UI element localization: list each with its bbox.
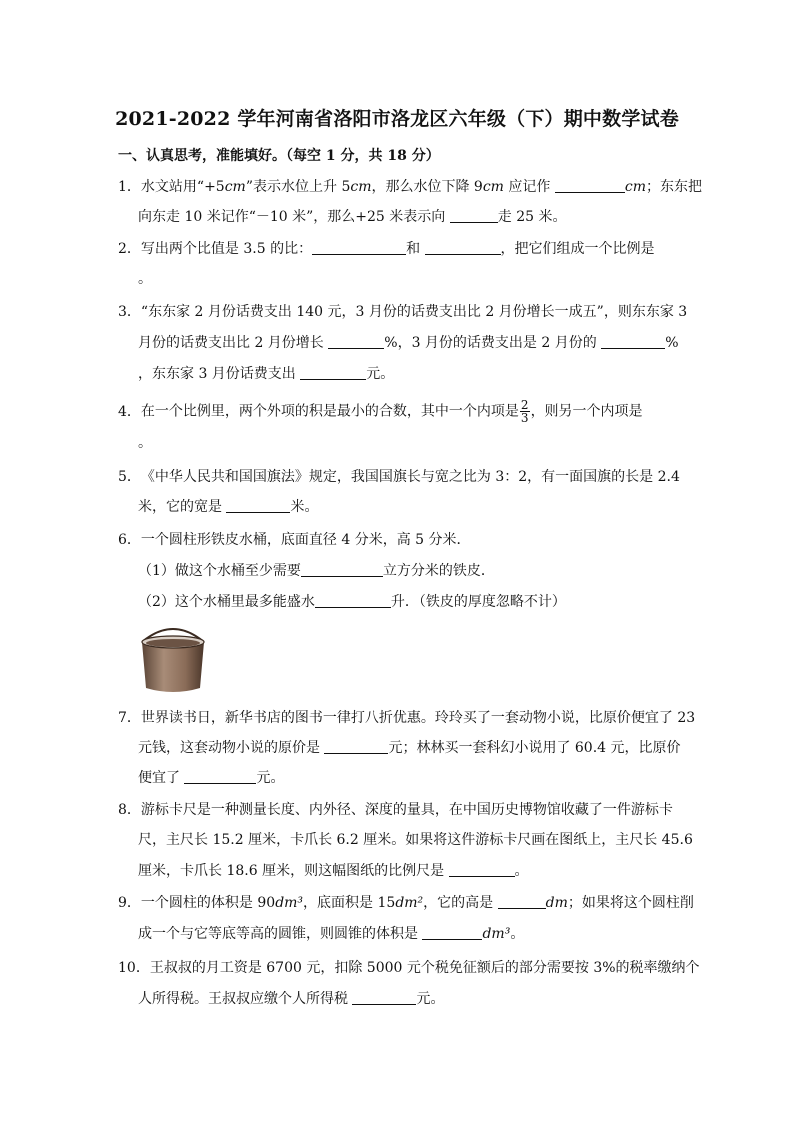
text: 立方分米的铁皮． (382, 563, 495, 579)
text: 元钱，这套动物小说的原价是 (138, 740, 325, 756)
text: 应记作 (503, 179, 555, 195)
question-4-line-1 (118, 399, 643, 424)
answer-blank[interactable] (226, 498, 290, 513)
answer-blank[interactable] (555, 178, 625, 193)
text: ，底面积是 15 (303, 895, 396, 911)
text: 米。 (290, 499, 319, 515)
bucket-image (136, 624, 210, 696)
question-number: 9． (118, 895, 141, 911)
answer-blank[interactable] (498, 894, 546, 909)
text: 元。 (366, 366, 395, 382)
question-8-line-2 (138, 831, 693, 849)
text: 。 (138, 271, 152, 287)
text: 元。 (256, 770, 285, 786)
answer-blank[interactable] (301, 562, 383, 577)
question-number: 3． (118, 304, 141, 320)
text: 成一个与它等底等高的圆锥，则圆锥的体积是 (138, 926, 423, 942)
answer-blank[interactable] (300, 365, 366, 380)
question-6-line-1 (118, 531, 471, 549)
text: 尺，主尺长 15.2 厘米，卡爪长 6.2 厘米。如果将这件游标卡尺画在图纸上，主尺长 45.6 (138, 832, 693, 848)
text: 向东走 10 米记作“－10 米”，那么+25 米表示向 (138, 209, 450, 225)
fraction (520, 399, 530, 424)
text: ”表示水位上升 5 (245, 179, 351, 195)
answer-blank[interactable] (184, 769, 256, 784)
question-number: 4． (118, 403, 141, 420)
text: 米，它的宽是 (138, 499, 227, 515)
question-10-line-2 (138, 990, 444, 1008)
text: ，则另一个内项是 (530, 403, 643, 420)
fraction-numerator: 2 (520, 398, 529, 412)
question-7-line-3 (138, 769, 284, 787)
text: ，它的高是 (423, 895, 498, 911)
section-heading-1: 一、认真思考，准能填好。（每空 1 分，共 18 分） (118, 148, 440, 164)
question-1-line-2 (138, 208, 566, 226)
text: 水文站用“+5 (140, 179, 225, 195)
text: 。 (510, 926, 525, 942)
text: 游标卡尺是一种测量长度、内外径、深度的量具，在中国历史博物馆收藏了一件游标卡 (140, 802, 673, 818)
question-3-line-3 (138, 365, 394, 383)
unit: dm (545, 895, 568, 911)
unit: cm (224, 179, 246, 195)
text: 月份的话费支出比 2 月份增长 (138, 335, 329, 351)
question-2-line-1 (118, 240, 655, 258)
fraction-denominator: 3 (520, 411, 529, 425)
text: ，那么水位下降 9 (371, 179, 483, 195)
text: 世界读书日，新华书店的图书一律打八折优惠。玲玲买了一套动物小说，比原价便宜了 23 (140, 710, 696, 726)
question-5-line-2 (138, 498, 318, 516)
question-number: 6． (118, 532, 141, 548)
text: 便宜了 (138, 770, 185, 786)
question-10-line-1 (118, 959, 700, 977)
answer-blank[interactable] (315, 593, 391, 608)
answer-blank[interactable] (601, 334, 665, 349)
question-2-line-2 (138, 270, 152, 288)
question-6-sub-2 (138, 593, 566, 611)
question-6-sub-1 (138, 562, 495, 580)
text: 走 25 米。 (497, 209, 567, 225)
text: “东东家 2 月份话费支出 140 元，3 月份的话费支出比 2 月份增长一成五”，则东东家 3 (140, 304, 688, 320)
text: 人所得税。王叔叔应缴个人所得税 (138, 991, 353, 1007)
question-number: 2． (118, 241, 141, 257)
question-3-line-2 (138, 334, 679, 352)
question-8-line-3 (138, 862, 529, 880)
unit: dm³ (275, 895, 304, 911)
text: 元；林林买一套科幻小说用了 60.4 元，比原价 (388, 740, 681, 756)
unit: dm³ (482, 926, 511, 942)
text: 王叔叔的月工资是 6700 元，扣除 5000 元个税免征额后的部分需要按 3%的税率缴纳个 (149, 960, 700, 976)
bucket-inside (146, 639, 200, 647)
text: 写出两个比值是 3.5 的比： (140, 241, 313, 257)
text: 和 (406, 241, 425, 257)
text: 元。 (416, 991, 445, 1007)
text: 升．（铁皮的厚度忽略不计） (390, 594, 566, 610)
text: （1）做这个水桶至少需要 (138, 563, 301, 579)
question-number: 8． (118, 802, 141, 818)
answer-blank[interactable] (352, 990, 416, 1005)
question-9-line-1 (118, 894, 694, 912)
answer-blank[interactable] (324, 739, 388, 754)
question-8-line-1 (118, 801, 673, 819)
unit: cm (624, 179, 646, 195)
answer-blank[interactable] (450, 208, 498, 223)
text: 。 (514, 863, 529, 879)
text: （2）这个水桶里最多能盛水 (138, 594, 315, 610)
question-4-line-2 (138, 434, 152, 452)
text: 厘米，卡爪长 18.6 厘米，则这幅图纸的比例尺是 (138, 863, 449, 879)
text: ；东东把 (646, 179, 702, 195)
unit: cm (350, 179, 372, 195)
text: 在一个比例里，两个外项的积是最小的合数，其中一个内项是 (140, 403, 519, 420)
question-number: 1． (118, 179, 141, 195)
text: %，3 月份的话费支出是 2 月份的 (384, 335, 602, 351)
text: ，把它们组成一个比例是 (500, 241, 655, 257)
answer-blank[interactable] (449, 862, 515, 877)
unit: cm (482, 179, 504, 195)
answer-blank[interactable] (312, 240, 406, 255)
question-1-line-1 (118, 178, 702, 196)
text: % (665, 335, 679, 351)
answer-blank[interactable] (328, 334, 384, 349)
question-9-line-2 (138, 925, 524, 943)
question-number: 7． (118, 710, 141, 726)
text: 《中华人民共和国国旗法》规定，我国国旗长与宽之比为 3：2，有一面国旗的长是 2.4 (140, 469, 680, 485)
text: 一个圆柱形铁皮水桶，底面直径 4 分米，高 5 分米． (140, 532, 471, 548)
question-3-line-1 (118, 303, 687, 321)
question-5-line-1 (118, 468, 680, 486)
answer-blank[interactable] (425, 240, 501, 255)
text: ，东东家 3 月份话费支出 (138, 366, 301, 382)
question-7-line-2 (138, 739, 681, 757)
unit: dm² (395, 895, 424, 911)
answer-blank[interactable] (422, 925, 482, 940)
exam-title: 2021-2022 学年河南省洛阳市洛龙区六年级（下）期中数学试卷 (115, 108, 679, 130)
question-number: 10． (118, 960, 150, 976)
bucket-body (142, 642, 204, 692)
question-number: 5． (118, 469, 141, 485)
question-7-line-1 (118, 709, 695, 727)
text: ；如果将这个圆柱削 (567, 895, 694, 911)
text: 。 (138, 435, 152, 451)
text: 一个圆柱的体积是 90 (140, 895, 276, 911)
